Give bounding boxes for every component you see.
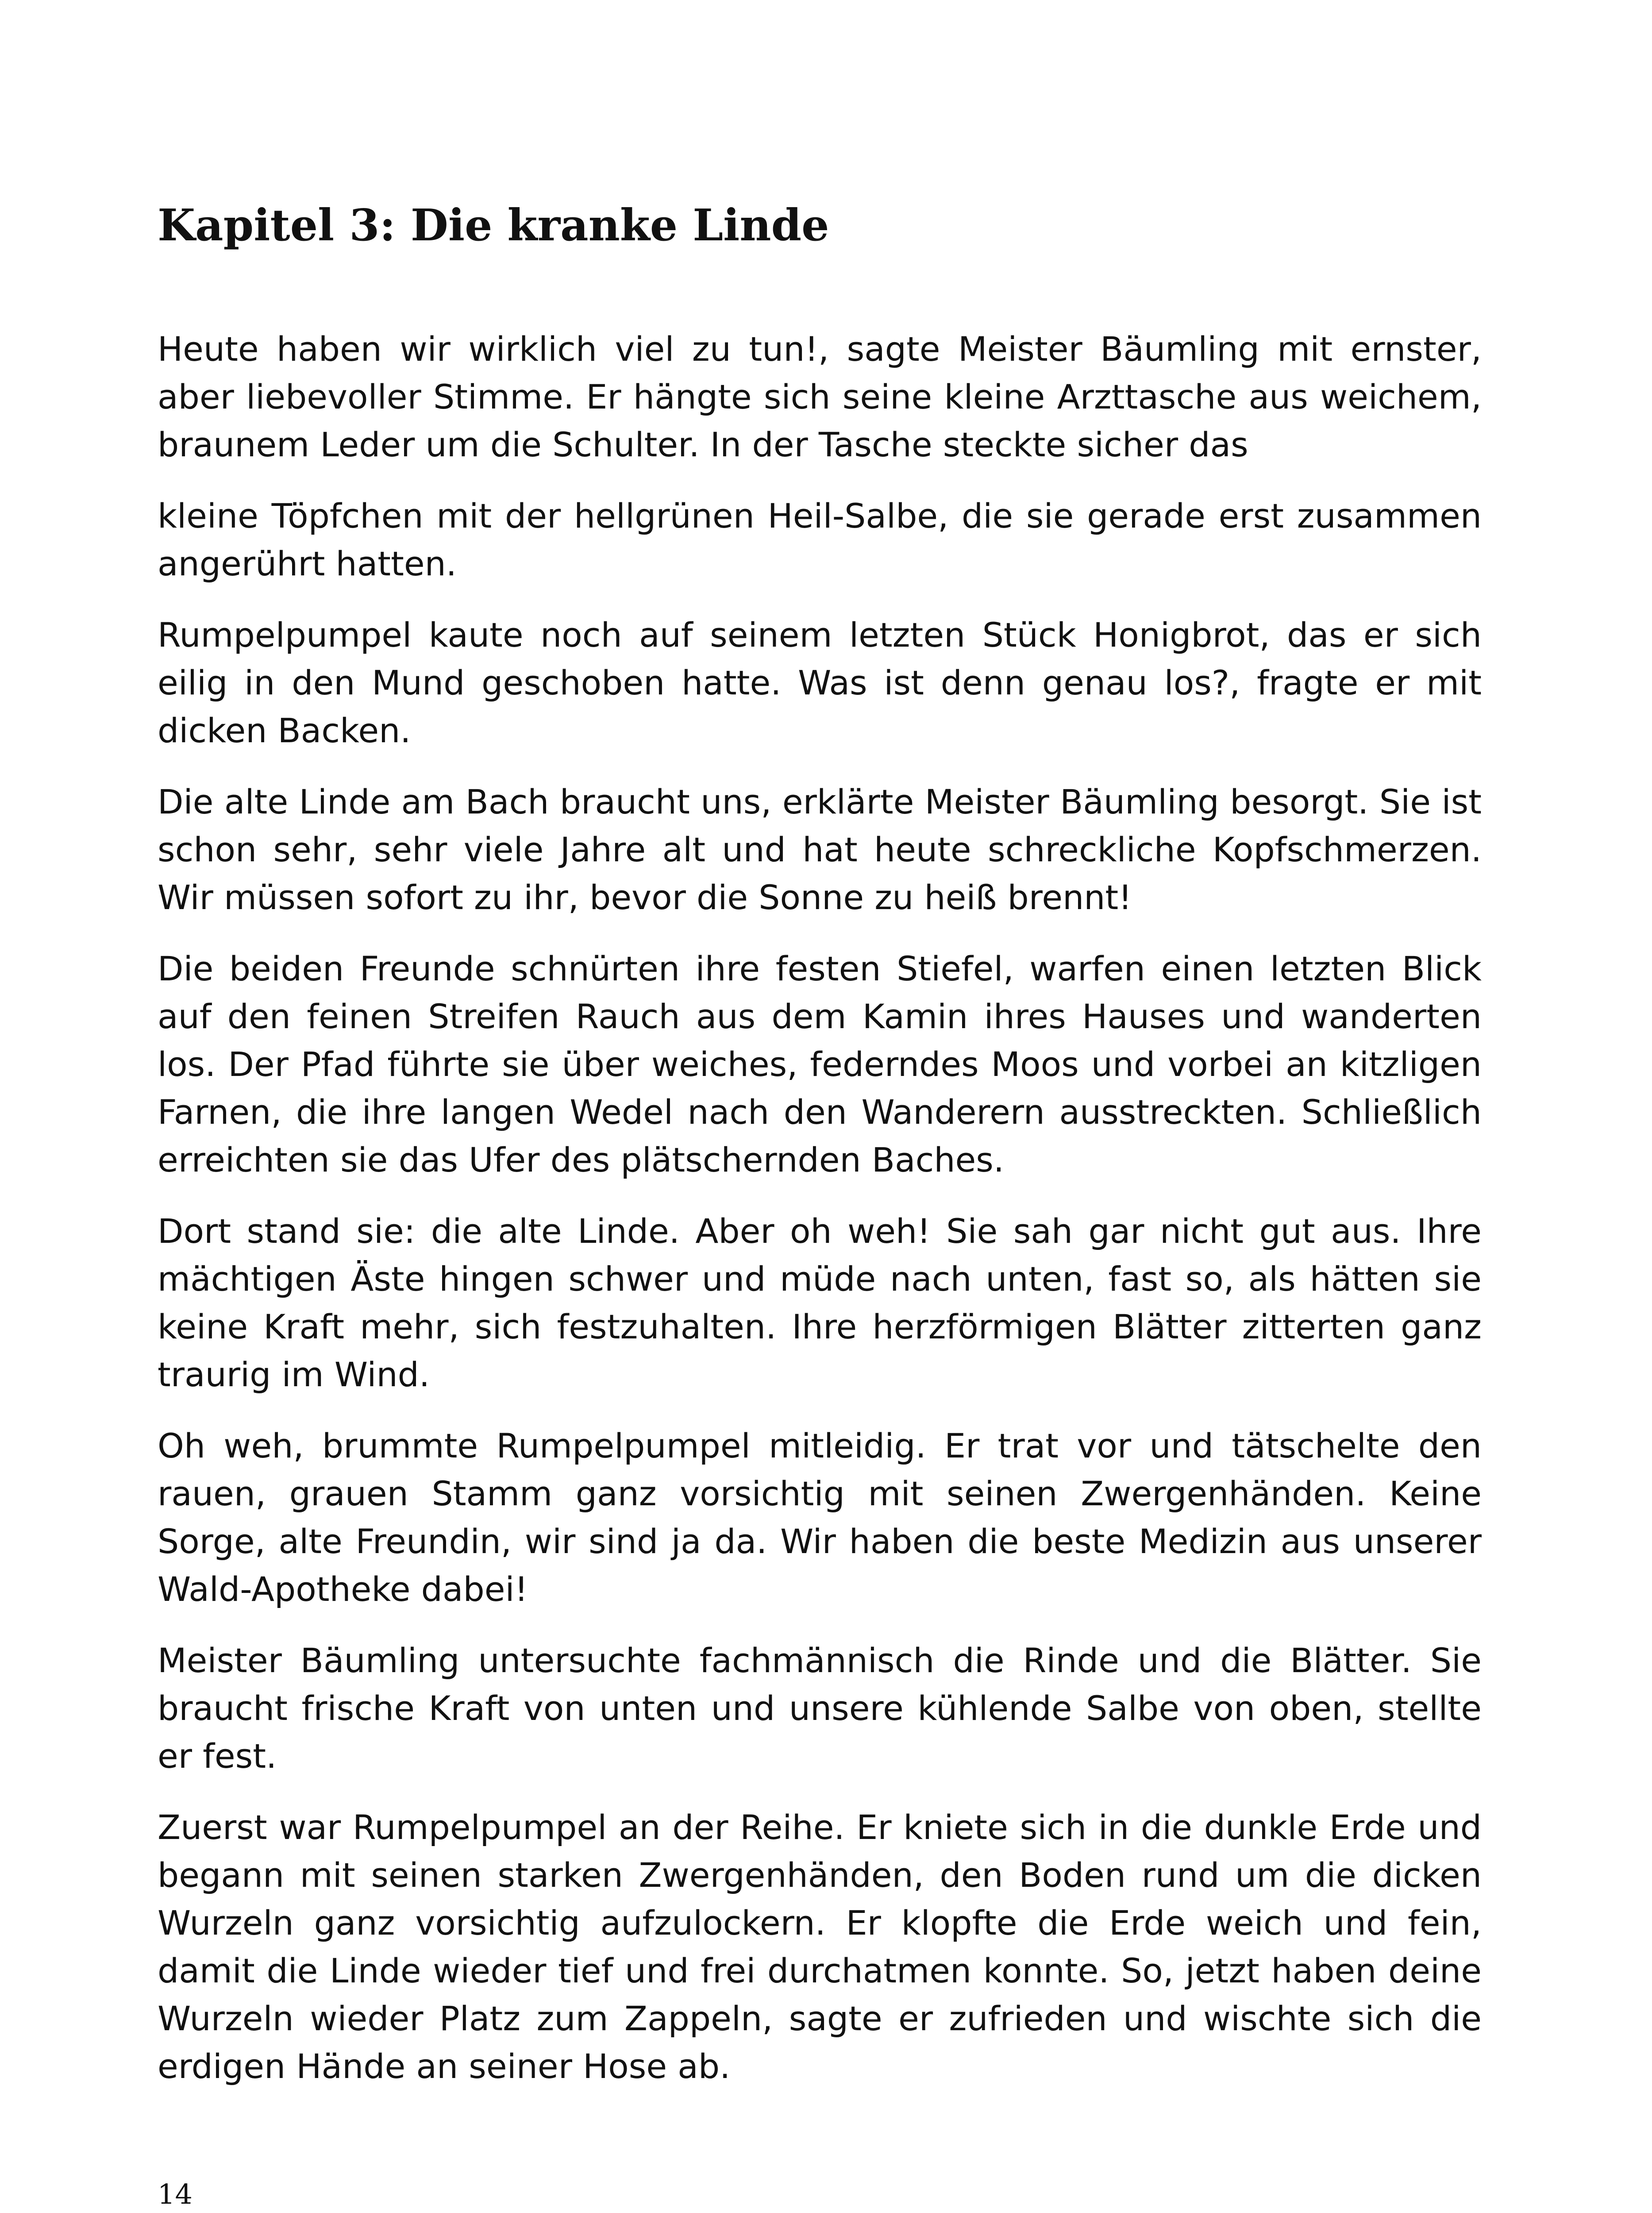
chapter-title: Kapitel 3: Die kranke Linde — [158, 200, 829, 251]
paragraph: Oh weh, brummte Rumpelpumpel mitleidig. Er trat vor und tätschelte den rauen, grauen Stamm ganz vorsichtig mit seinen Zwergenhänden. Keine Sorge, alte Freundin, wir sind ja da. Wir haben die beste Medizin aus unserer Wald-Apotheke dabei! — [158, 1426, 1482, 1609]
page-number: 14 — [158, 2178, 193, 2210]
paragraph: Rumpelpumpel kaute noch auf seinem letzten Stück Honigbrot, das er sich eilig in den Mund geschoben hatte. Was ist denn genau los?, fragte er mit dicken Backen. — [158, 615, 1482, 750]
paragraph: Heute haben wir wirklich viel zu tun!, sagte Meister Bäumling mit ernster, aber liebevoller Stimme. Er hängte sich seine kleine Arzttasche aus weichem, braunem Leder um die Schulter. In der Tasche steckte sicher das — [158, 329, 1482, 464]
paragraph: Die alte Linde am Bach braucht uns, erklärte Meister Bäumling besorgt. Sie ist schon sehr, sehr viele Jahre alt und hat heute schreckliche Kopfschmerzen. Wir müssen sofort zu ihr, bevor die Sonne zu heiß brennt! — [158, 782, 1482, 917]
paragraph: Meister Bäumling untersuchte fachmännisch die Rinde und die Blätter. Sie braucht frische Kraft von unten und unsere kühlende Salbe von oben, stellte er fest. — [158, 1641, 1482, 1776]
paragraph: kleine Töpfchen mit der hellgrünen Heil-Salbe, die sie gerade erst zusammen angerührt hatten. — [158, 496, 1482, 583]
paragraph: Zuerst war Rumpelpumpel an der Reihe. Er kniete sich in die dunkle Erde und begann mit seinen starken Zwergenhänden, den Boden rund um die dicken Wurzeln ganz vorsichtig aufzulockern. Er klopfte die Erde weich und fein, damit die Linde wieder tief und frei durchatmen konnte. So, jetzt haben deine Wurzeln wieder Platz zum Zappeln, sagte er zufrieden und wischte sich die erdigen Hände an seiner Hose ab. — [158, 1808, 1482, 2086]
chapter-body — [158, 325, 1482, 2114]
paragraph: Die beiden Freunde schnürten ihre festen Stiefel, warfen einen letzten Blick auf den feinen Streifen Rauch aus dem Kamin ihres Hauses und wanderten los. Der Pfad führte sie über weiches, federndes Moos und vorbei an kitzligen Farnen, die ihre langen Wedel nach den Wanderern ausstreckten. Schließlich erreichten sie das Ufer des plätschernden Baches. — [158, 949, 1482, 1180]
paragraph: Dort stand sie: die alte Linde. Aber oh weh! Sie sah gar nicht gut aus. Ihre mächtigen Äste hingen schwer und müde nach unten, fast so, als hätten sie keine Kraft mehr, sich festzuhalten. Ihre herzförmigen Blätter zitterten ganz traurig im Wind. — [158, 1211, 1482, 1394]
